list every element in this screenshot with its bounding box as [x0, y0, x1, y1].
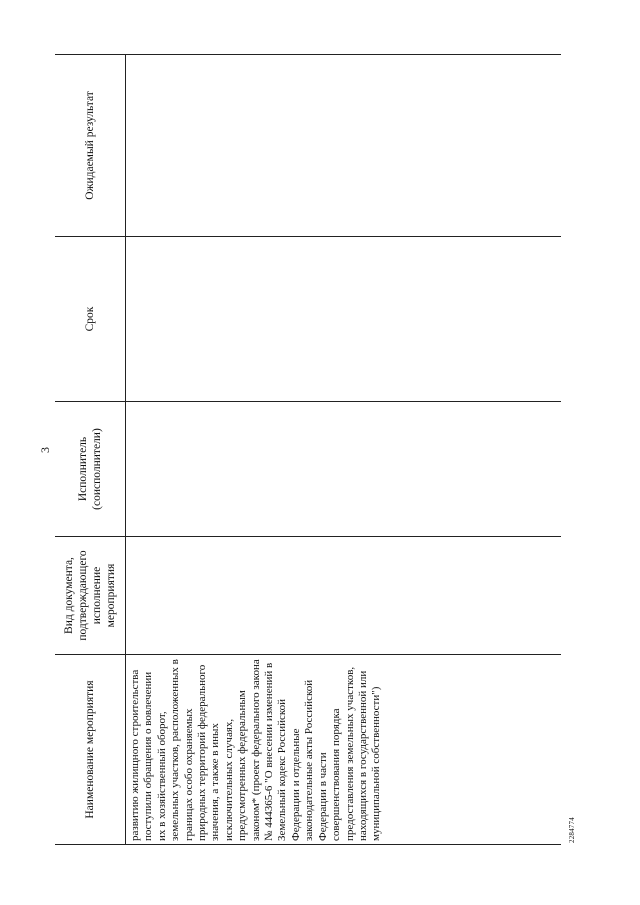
table-header-row	[55, 55, 126, 845]
header-measure-name: Наименование мероприятия	[55, 655, 126, 845]
page-number: 3	[38, 447, 52, 453]
cell-document-type	[126, 537, 562, 655]
header-expected-result: Ожидаемый результат	[55, 55, 126, 237]
cell-executor	[126, 402, 562, 537]
measures-table	[55, 54, 561, 845]
header-deadline: Срок	[55, 237, 126, 402]
cell-expected-result	[126, 55, 562, 237]
table-row	[126, 55, 562, 845]
cell-measure-name: развитию жилищного строительства поступили обращения о вовлечении их в хозяйственный оборот, земельных участков, расположенных в границах особо охраняемых природных территорий федерального значения, а также в иных исключительных случаях, предусмотренных федеральным законом* (проект федерального закона № 444365-6 "О внесении изменений в Земельный кодекс Российской Федерации и отдельные законодательные акты Российской Федерации в части совершенствования порядка предоставления земельных участков, находящихся в государственной или муниципальной собственности")	[126, 655, 562, 845]
header-executor: Исполнитель (соисполнители)	[55, 402, 126, 537]
header-document-type: Вид документа, подтверждающего исполнение мероприятия	[55, 537, 126, 655]
cell-deadline	[126, 237, 562, 402]
document-id: 2284774	[568, 817, 576, 843]
